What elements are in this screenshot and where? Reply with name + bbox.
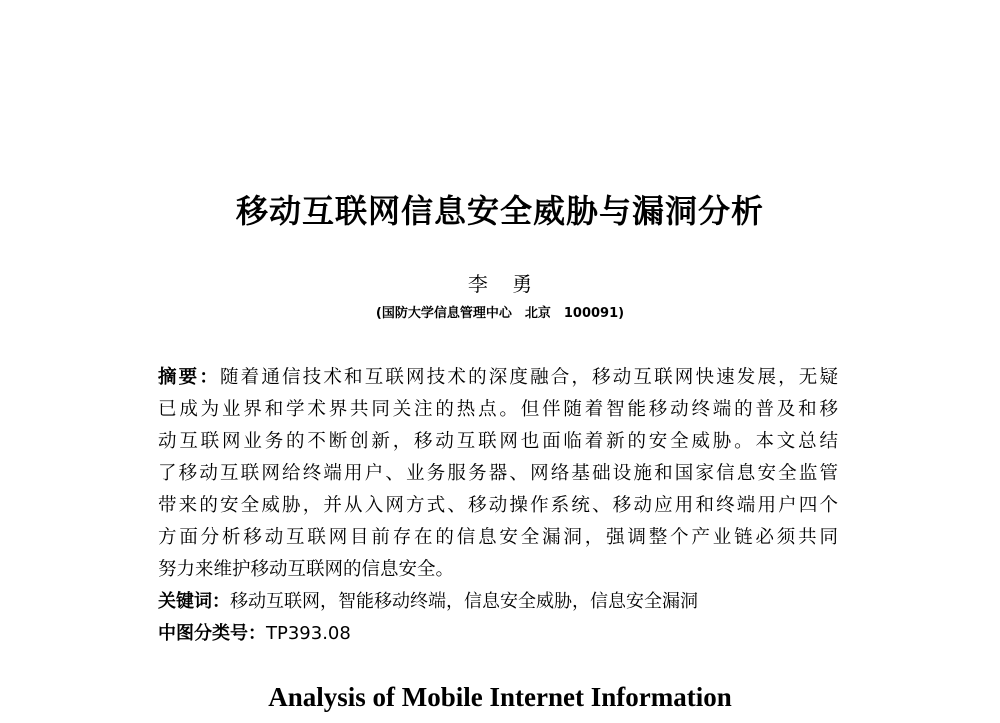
abstract-line: 方面分析移动互联网目前存在的信息安全漏洞，强调整个产业链必须共同 [158,527,838,548]
keywords-label: 关键词： [158,591,230,612]
paper-title: 移动互联网信息安全威胁与漏洞分析 [235,192,764,230]
abstract-label: 摘要： [158,367,221,388]
classification-text: TP393.08 [266,623,351,644]
abstract-line: 了移动互联网给终端用户、业务服务器、网络基础设施和国家信息安全监管 [158,463,838,484]
abstract-line: 动互联网业务的不断创新，移动互联网也面临着新的安全威胁。本文总结 [158,431,838,452]
classification-label: 中图分类号： [158,623,266,644]
keywords-text: 移动互联网，智能移动终端，信息安全威胁，信息安全漏洞 [230,591,698,612]
english-title: Analysis of Mobile Internet Information [268,682,732,712]
affiliation: (国防大学信息管理中心 北京 100091) [375,306,625,321]
abstract-text: 随着通信技术和互联网技术的深度融合，移动互联网快速发展，无疑 [220,367,838,388]
abstract-line [158,362,838,394]
author: 李 勇 [467,272,533,296]
abstract-line: 已成为业界和学术界共同关注的热点。但伴随着智能移动终端的普及和移 [158,399,838,420]
classification [158,618,351,650]
abstract [158,362,838,586]
abstract-line: 带来的安全威胁，并从入网方式、移动操作系统、移动应用和终端用户四个 [158,495,838,516]
keywords [158,586,698,618]
abstract-line: 努力来维护移动互联网的信息安全。 [158,559,455,580]
